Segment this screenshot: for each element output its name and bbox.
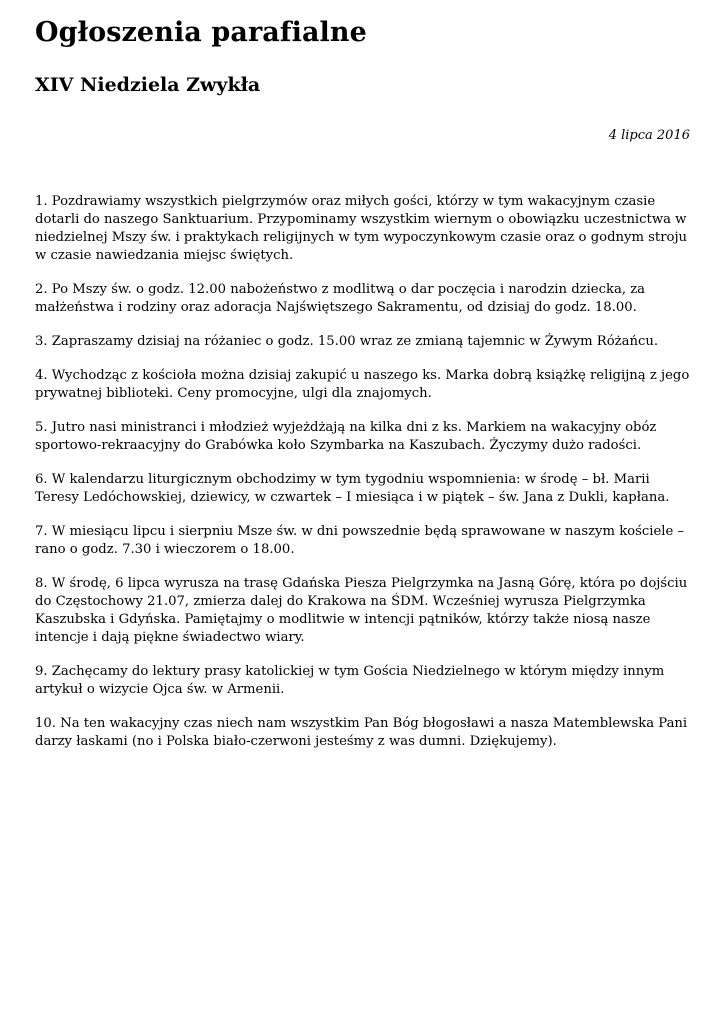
page-title: Ogłoszenia parafialne: [35, 17, 367, 48]
announcement-item: 2. Po Mszy św. o godz. 12.00 nabożeństwo z modlitwą o dar poczęcia i narodzin dziecka, za małżeństwa i rodziny oraz adoracja Najświętszego Sakramentu, od dzisiaj do godz. 18.00.: [35, 282, 646, 315]
announcement-item: 10. Na ten wakacyjny czas niech nam wszystkim Pan Bóg błogosławi a nasza Matemblewska Pani darzy łaskami (no i Polska biało-czerwoni jesteśmy z was dumni. Dziękujemy).: [35, 716, 688, 749]
page-subtitle: XIV Niedziela Zwykła: [35, 74, 261, 96]
announcement-item: 5. Jutro nasi ministranci i młodzież wyjeżdżają na kilka dni z ks. Markiem na wakacyjny obóz sportowo-rekraacyjny do Grabówka koło Szymbarka na Kaszubach. Życzymy dużo radości.: [35, 420, 657, 453]
announcement-item: 4. Wychodząc z kościoła można dzisiaj zakupić u naszego ks. Marka dobrą książkę religijną z jego prywatnej biblioteki. Ceny promocyjne, ulgi dla znajomych.: [35, 368, 690, 401]
document-date: 4 lipca 2016: [608, 128, 690, 143]
announcement-item: 7. W miesiącu lipcu i sierpniu Msze św. w dni powszednie będą sprawowane w naszym kościele – rano o godz. 7.30 i wieczorem o 18.00.: [35, 524, 685, 557]
announcement-item: 3. Zapraszamy dzisiaj na różaniec o godz. 15.00 wraz ze zmianą tajemnic w Żywym Różańcu.: [35, 334, 659, 349]
announcement-list: [35, 193, 690, 767]
announcement-item: 6. W kalendarzu liturgicznym obchodzimy w tym tygodniu wspomnienia: w środę – bł. Marii Teresy Ledóchowskiej, dziewicy, w czwartek – I miesiąca i w piątek – św. Jana z Dukli, kapłana.: [35, 472, 670, 505]
announcement-item: 8. W środę, 6 lipca wyrusza na trasę Gdańska Piesza Pielgrzymka na Jasną Górę, która po dojściu do Częstochowy 21.07, zmierza dalej do Krakowa na ŚDM. Wcześniej wyrusza Pielgrzymka Kaszubska i Gdyńska. Pamiętajmy o modlitwie w intencji pątników, którzy także niosą nasze intencje i dają piękne świadectwo wiary.: [35, 576, 688, 645]
announcement-item: 1. Pozdrawiamy wszystkich pielgrzymów oraz miłych gości, którzy w tym wakacyjnym czasie dotarli do naszego Sanktuarium. Przypominamy wszystkim wiernym o obowiązku uczestnictwa w niedzielnej Mszy św. i praktykach religijnych w tym wypoczynkowym czasie oraz o godnym stroju w czasie nawiedzania miejsc świętych.: [35, 194, 688, 263]
announcement-item: 9. Zachęcamy do lektury prasy katolickiej w tym Gościa Niedzielnego w którym między innym artykuł o wizycie Ojca św. w Armenii.: [35, 664, 665, 697]
